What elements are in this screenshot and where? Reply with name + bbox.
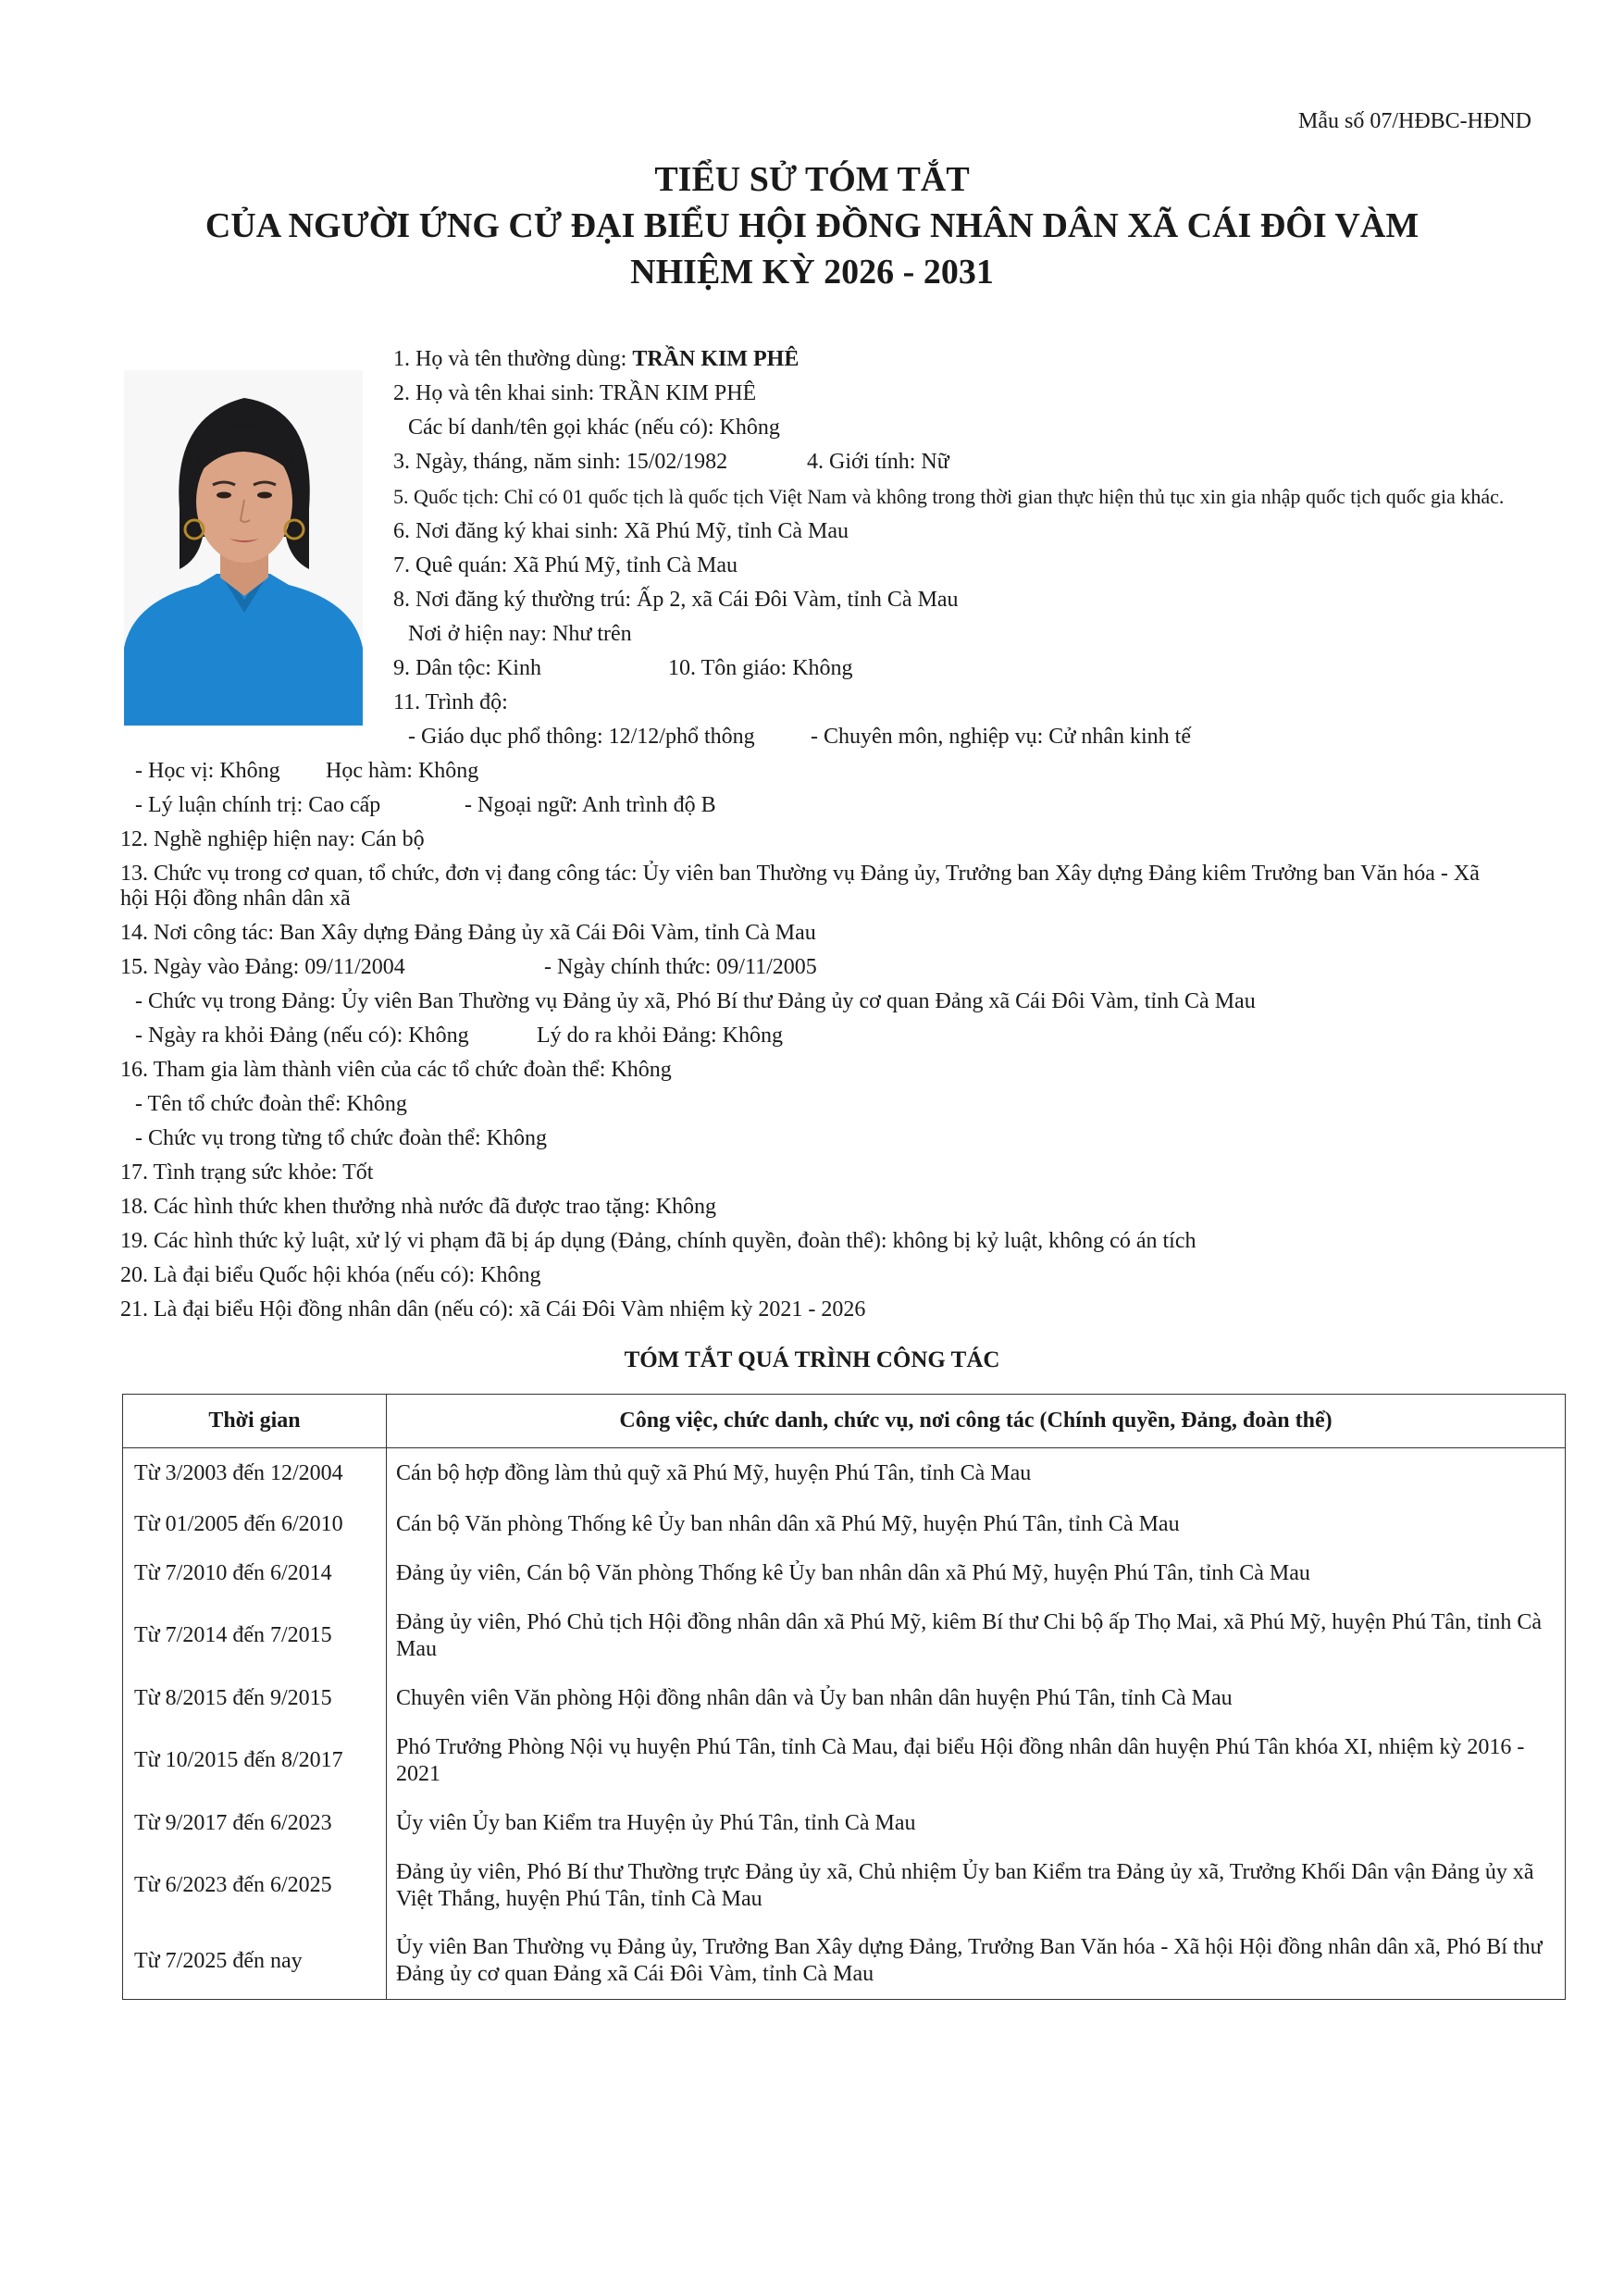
info-health: 17. Tình trạng sức khỏe: Tốt <box>120 1160 374 1185</box>
info-common-name-value: TRẦN KIM PHÊ <box>632 347 800 371</box>
info-party-join-date: 15. Ngày vào Đảng: 09/11/2004 <box>120 955 405 979</box>
document-subtitle: CỦA NGƯỜI ỨNG CỬ ĐẠI BIỂU HỘI ĐỒNG NHÂN DÂN XÃ CÁI ĐÔI VÀM <box>205 206 1419 245</box>
table-cell-period: Từ 9/2017 đến 6/2023 <box>123 1799 387 1848</box>
table-row <box>123 1448 1566 1500</box>
info-political-theory: - Lý luận chính trị: Cao cấp <box>135 793 381 817</box>
table-cell-period: Từ 3/2003 đến 12/2004 <box>123 1448 387 1500</box>
info-organizations: 16. Tham gia làm thành viên của các tổ chức đoàn thể: Không <box>120 1058 672 1082</box>
table-row <box>123 1848 1566 1924</box>
info-gender: 4. Giới tính: Nữ <box>807 450 949 474</box>
info-organization-names: - Tên tổ chức đoàn thể: Không <box>135 1092 407 1116</box>
info-council-delegate: 21. Là đại biểu Hội đồng nhân dân (nếu có): xã Cái Đôi Vàm nhiệm kỳ 2021 - 2026 <box>120 1297 866 1322</box>
info-birth-registration: 6. Nơi đăng ký khai sinh: Xã Phú Mỹ, tỉnh Cà Mau <box>393 519 849 543</box>
table-cell-period: Từ 7/2025 đến nay <box>123 1924 387 2000</box>
work-history-title: TÓM TẮT QUÁ TRÌNH CÔNG TÁC <box>624 1347 1000 1372</box>
info-hometown: 7. Quê quán: Xã Phú Mỹ, tỉnh Cà Mau <box>393 553 738 577</box>
info-education-heading: 11. Trình độ: <box>393 690 508 714</box>
form-code: Mẫu số 07/HĐBC-HĐND <box>1298 109 1531 133</box>
info-party-leave-date: - Ngày ra khỏi Đảng (nếu có): Không <box>135 1024 469 1048</box>
table-cell-period: Từ 7/2014 đến 7/2015 <box>123 1598 387 1674</box>
info-religion: 10. Tôn giáo: Không <box>668 656 853 680</box>
table-cell-period: Từ 10/2015 đến 8/2017 <box>123 1723 387 1799</box>
info-foreign-language: - Ngoại ngữ: Anh trình độ B <box>465 793 716 817</box>
column-header-details: Công việc, chức danh, chức vụ, nơi công tác (Chính quyền, Đảng, đoàn thể) <box>387 1395 1566 1448</box>
info-common-name-label: 1. Họ và tên thường dùng: <box>393 347 633 371</box>
info-common-name <box>393 347 799 372</box>
info-discipline: 19. Các hình thức kỷ luật, xử lý vi phạm đã bị áp dụng (Đảng, chính quyền, đoàn thể): không bị kỷ luật, không có án tích <box>120 1229 1196 1253</box>
table-cell-details: Ủy viên Ban Thường vụ Đảng ủy, Trưởng Ban Xây dựng Đảng, Trưởng Ban Văn hóa - Xã hội Hội đồng nhân dân xã, Phó Bí thư Đảng ủy cơ quan Đảng xã Cái Đôi Vàm, tỉnh Cà Mau <box>387 1924 1566 2000</box>
info-party-position: - Chức vụ trong Đảng: Ủy viên Ban Thường vụ Đảng ủy xã, Phó Bí thư Đảng ủy cơ quan Đảng xã Cái Đôi Vàm, tỉnh Cà Mau <box>135 989 1256 1013</box>
info-occupation: 12. Nghề nghiệp hiện nay: Cán bộ <box>120 827 425 851</box>
table-cell-details: Ủy viên Ủy ban Kiểm tra Huyện ủy Phú Tân, tỉnh Cà Mau <box>387 1799 1566 1848</box>
table-row <box>123 1549 1566 1598</box>
table-row <box>123 1674 1566 1723</box>
table-cell-details: Cán bộ hợp đồng làm thủ quỹ xã Phú Mỹ, huyện Phú Tân, tỉnh Cà Mau <box>387 1448 1566 1500</box>
info-party-official-date: - Ngày chính thức: 09/11/2005 <box>544 955 817 979</box>
work-history-table <box>122 1394 1566 2000</box>
table-row <box>123 1799 1566 1848</box>
info-permanent-residence: 8. Nơi đăng ký thường trú: Ấp 2, xã Cái Đôi Vàm, tỉnh Cà Mau <box>393 588 959 612</box>
table-cell-details: Đảng ủy viên, Cán bộ Văn phòng Thống kê Ủy ban nhân dân xã Phú Mỹ, huyện Phú Tân, tỉnh Cà Mau <box>387 1549 1566 1598</box>
table-row <box>123 1924 1566 2000</box>
table-row <box>123 1598 1566 1674</box>
table-cell-details: Đảng ủy viên, Phó Bí thư Thường trực Đảng ủy xã, Chủ nhiệm Ủy ban Kiểm tra Đảng ủy xã, Trưởng Khối Dân vận Đảng ủy xã Việt Thắng, huyện Phú Tân, tỉnh Cà Mau <box>387 1848 1566 1924</box>
table-cell-details: Đảng ủy viên, Phó Chủ tịch Hội đồng nhân dân xã Phú Mỹ, kiêm Bí thư Chi bộ ấp Thọ Mai, xã Phú Mỹ, huyện Phú Tân, tỉnh Cà Mau <box>387 1598 1566 1674</box>
info-national-assembly: 20. Là đại biểu Quốc hội khóa (nếu có): Không <box>120 1263 541 1287</box>
table-cell-details: Cán bộ Văn phòng Thống kê Ủy ban nhân dân xã Phú Mỹ, huyện Phú Tân, tỉnh Cà Mau <box>387 1500 1566 1549</box>
candidate-photo <box>124 370 363 726</box>
info-awards: 18. Các hình thức khen thưởng nhà nước đã được trao tặng: Không <box>120 1195 716 1219</box>
document-term: NHIỆM KỲ 2026 - 2031 <box>630 253 994 292</box>
info-nationality: 5. Quốc tịch: Chỉ có 01 quốc tịch là quốc tịch Việt Nam và không trong thời gian thực hiện thủ tục xin gia nhập quốc tịch quốc gia khác. <box>393 485 1505 508</box>
info-ethnicity: 9. Dân tộc: Kinh <box>393 656 541 680</box>
info-current-residence: Nơi ở hiện nay: Như trên <box>408 622 632 646</box>
info-position-line2: hội Hội đồng nhân dân xã <box>120 887 351 911</box>
info-profession: - Chuyên môn, nghiệp vụ: Cử nhân kinh tế <box>811 725 1191 749</box>
info-birth-name: 2. Họ và tên khai sinh: TRẦN KIM PHÊ <box>393 381 757 405</box>
info-birth-date: 3. Ngày, tháng, năm sinh: 15/02/1982 <box>393 450 728 474</box>
info-party-leave-reason: Lý do ra khỏi Đảng: Không <box>537 1024 783 1048</box>
info-aliases: Các bí danh/tên gọi khác (nếu có): Không <box>408 416 780 440</box>
info-position-line1: 13. Chức vụ trong cơ quan, tổ chức, đơn vị đang công tác: Ủy viên ban Thường vụ Đảng ủy, Trưởng ban Xây dựng Đảng kiêm Trưởng ban Văn hóa - Xã <box>120 862 1480 886</box>
info-degree: - Học vị: Không <box>135 759 280 783</box>
table-header-row <box>123 1395 1566 1448</box>
document-title: TIỂU SỬ TÓM TẮT <box>654 160 970 199</box>
info-general-education: - Giáo dục phổ thông: 12/12/phổ thông <box>408 725 755 749</box>
info-academic-title: Học hàm: Không <box>326 759 479 783</box>
table-cell-period: Từ 8/2015 đến 9/2015 <box>123 1674 387 1723</box>
info-organization-positions: - Chức vụ trong từng tổ chức đoàn thể: Không <box>135 1126 547 1150</box>
portrait-illustration <box>124 370 363 726</box>
table-row <box>123 1500 1566 1549</box>
table-cell-period: Từ 7/2010 đến 6/2014 <box>123 1549 387 1598</box>
info-workplace: 14. Nơi công tác: Ban Xây dựng Đảng Đảng ủy xã Cái Đôi Vàm, tỉnh Cà Mau <box>120 921 816 945</box>
table-cell-period: Từ 01/2005 đến 6/2010 <box>123 1500 387 1549</box>
table-cell-details: Phó Trưởng Phòng Nội vụ huyện Phú Tân, tỉnh Cà Mau, đại biểu Hội đồng nhân dân huyện Phú Tân khóa XI, nhiệm kỳ 2016 - 2021 <box>387 1723 1566 1799</box>
column-header-period: Thời gian <box>123 1395 387 1448</box>
table-row <box>123 1723 1566 1799</box>
table-cell-period: Từ 6/2023 đến 6/2025 <box>123 1848 387 1924</box>
table-cell-details: Chuyên viên Văn phòng Hội đồng nhân dân và Ủy ban nhân dân huyện Phú Tân, tỉnh Cà Mau <box>387 1674 1566 1723</box>
